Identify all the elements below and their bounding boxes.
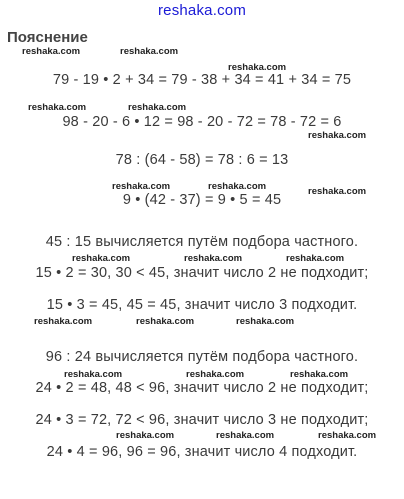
watermark: reshaka.com (116, 430, 175, 441)
watermark: reshaka.com (184, 253, 243, 264)
section-title: Пояснение (7, 29, 88, 46)
watermark: reshaka.com (318, 430, 377, 441)
watermark: reshaka.com (308, 186, 367, 197)
watermark: reshaka.com (286, 253, 345, 264)
watermark: reshaka.com (112, 181, 171, 192)
site-header-logo[interactable]: reshaka.com (157, 2, 247, 19)
solution-line: 9 • (42 - 37) = 9 • 5 = 45 (122, 192, 282, 208)
watermark: reshaka.com (208, 181, 267, 192)
watermark: reshaka.com (290, 369, 349, 380)
solution-line: 24 • 2 = 48, 48 < 96, значит число 2 не подходит; (35, 380, 369, 396)
watermark: reshaka.com (186, 369, 245, 380)
solution-line: 79 - 19 • 2 + 34 = 79 - 38 + 34 = 41 + 34 = 75 (52, 72, 352, 88)
watermark: reshaka.com (64, 369, 123, 380)
solution-line: 96 : 24 вычисляется путём подбора частного. (45, 349, 359, 365)
watermark: reshaka.com (236, 316, 295, 327)
solution-line: 98 - 20 - 6 • 12 = 98 - 20 - 72 = 78 - 72 = 6 (62, 114, 342, 130)
solution-line: 78 : (64 - 58) = 78 : 6 = 13 (115, 152, 289, 168)
solution-line: 24 • 3 = 72, 72 < 96, значит число 3 не подходит; (35, 412, 369, 428)
watermark: reshaka.com (22, 46, 81, 57)
solution-line: 45 : 15 вычисляется путём подбора частного. (45, 234, 359, 250)
solution-line: 15 • 3 = 45, 45 = 45, значит число 3 подходит. (46, 297, 358, 313)
watermark: reshaka.com (72, 253, 131, 264)
watermark: reshaka.com (136, 316, 195, 327)
watermark: reshaka.com (34, 316, 93, 327)
watermark: reshaka.com (216, 430, 275, 441)
watermark: reshaka.com (128, 102, 187, 113)
solution-line: 24 • 4 = 96, 96 = 96, значит число 4 подходит. (46, 444, 358, 460)
watermark: reshaka.com (28, 102, 87, 113)
watermark: reshaka.com (120, 46, 179, 57)
watermark: reshaka.com (308, 130, 367, 141)
solution-line: 15 • 2 = 30, 30 < 45, значит число 2 не подходит; (35, 265, 369, 281)
watermark: reshaka.com (228, 62, 287, 73)
